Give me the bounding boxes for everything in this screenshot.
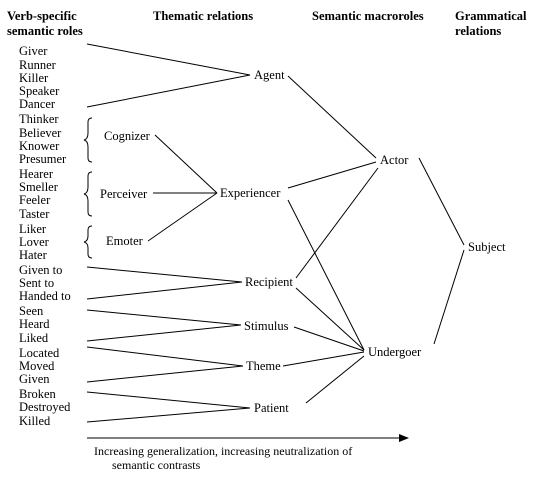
edge-recipient-actor (296, 168, 378, 278)
header-semantic-macroroles: Semantic macroroles (312, 9, 424, 23)
verb-role-broken: Broken (19, 387, 56, 401)
verb-role-runner: Runner (19, 58, 56, 72)
verb-role-feeler: Feeler (19, 193, 51, 207)
thematic-relation-list (220, 68, 293, 415)
verb-role-knower: Knower (19, 139, 60, 153)
edge-patient-undergoer (306, 356, 364, 403)
verb-role-lover: Lover (19, 235, 49, 249)
verb-role-taster: Taster (19, 207, 50, 221)
verb-role-killed: Killed (19, 414, 51, 428)
verb-role-handed-to: Handed to (19, 289, 71, 303)
header-relations: relations (455, 24, 502, 38)
header-thematic-relations: Thematic relations (153, 9, 254, 23)
edge-emoter-experiencer (148, 193, 217, 241)
verb-role-moved: Moved (19, 359, 55, 373)
verb-role-believer: Believer (19, 126, 62, 140)
thematic-experiencer: Experiencer (220, 186, 281, 200)
emoter-brace (84, 226, 92, 258)
verb-role-thinker: Thinker (19, 112, 59, 126)
grammatical-subject: Subject (468, 240, 506, 254)
verb-role-hater: Hater (19, 248, 47, 262)
edge-broken-patient (87, 392, 250, 408)
verb-role-liked: Liked (19, 331, 49, 345)
experiencer-braces (84, 118, 92, 258)
verb-role-smeller: Smeller (19, 180, 58, 194)
verb-role-killer: Killer (19, 71, 49, 85)
verb-role-seen: Seen (19, 304, 44, 318)
edge-experiencer-actor (288, 162, 376, 188)
edge-located-theme (87, 347, 243, 366)
verb-role-speaker: Speaker (19, 84, 60, 98)
edge-recipient-undergoer (296, 288, 364, 350)
verb-role-dancer: Dancer (19, 97, 56, 111)
macrorole-undergoer: Undergoer (368, 345, 422, 359)
edge-theme-undergoer (283, 352, 364, 366)
edge-dancer-agent (87, 75, 250, 107)
subrelation-perceiver: Perceiver (100, 187, 148, 201)
edge-actor-subject (419, 158, 464, 245)
verb-role-liker: Liker (19, 222, 47, 236)
verb-role-presumer: Presumer (19, 152, 67, 166)
column-headers (7, 9, 527, 38)
thematic-recipient: Recipient (245, 275, 293, 289)
edge-cognizer-experiencer (155, 135, 217, 193)
verb-role-sent-to: Sent to (19, 276, 55, 290)
macrorole-list (368, 153, 422, 359)
thematic-patient: Patient (254, 401, 289, 415)
edge-liked-stimulus (87, 325, 241, 341)
cognizer-brace (84, 118, 92, 162)
edge-handedto-recipient (87, 282, 242, 299)
edge-agent-actor (288, 76, 376, 158)
edge-seen-stimulus (87, 310, 241, 325)
verb-role-list (19, 44, 71, 428)
thematic-stimulus: Stimulus (244, 319, 289, 333)
caption-line-2: semantic contrasts (112, 458, 201, 472)
verb-role-given-to: Given to (19, 263, 63, 277)
verb-role-located: Located (19, 346, 60, 360)
edge-givento-recipient (87, 267, 242, 282)
edge-killed-patient (87, 408, 250, 422)
header-semantic-roles: semantic roles (7, 24, 83, 38)
edge-undergoer-subject (434, 250, 464, 344)
edge-stimulus-undergoer (294, 327, 364, 351)
subrelation-cognizer: Cognizer (104, 129, 150, 143)
caption-line-1: Increasing generalization, increasing neutralization of (94, 444, 353, 458)
header-verb-specific: Verb-specific (7, 9, 77, 23)
edge-experiencer-undergoer (288, 200, 364, 350)
verb-role-hearer: Hearer (19, 167, 53, 181)
edge-giver-agent (87, 44, 250, 75)
header-grammatical: Grammatical (455, 9, 527, 23)
perceiver-brace (84, 172, 92, 216)
verb-role-destroyed: Destroyed (19, 400, 71, 414)
thematic-agent: Agent (254, 68, 285, 82)
verb-role-heard: Heard (19, 317, 50, 331)
subrelation-emoter: Emoter (106, 234, 143, 248)
experiencer-subtypes (100, 129, 151, 248)
thematic-theme: Theme (246, 359, 281, 373)
macrorole-actor: Actor (380, 153, 409, 167)
verb-role-given: Given (19, 372, 50, 386)
verb-role-giver: Giver (19, 44, 48, 58)
edge-given-theme (87, 366, 243, 382)
